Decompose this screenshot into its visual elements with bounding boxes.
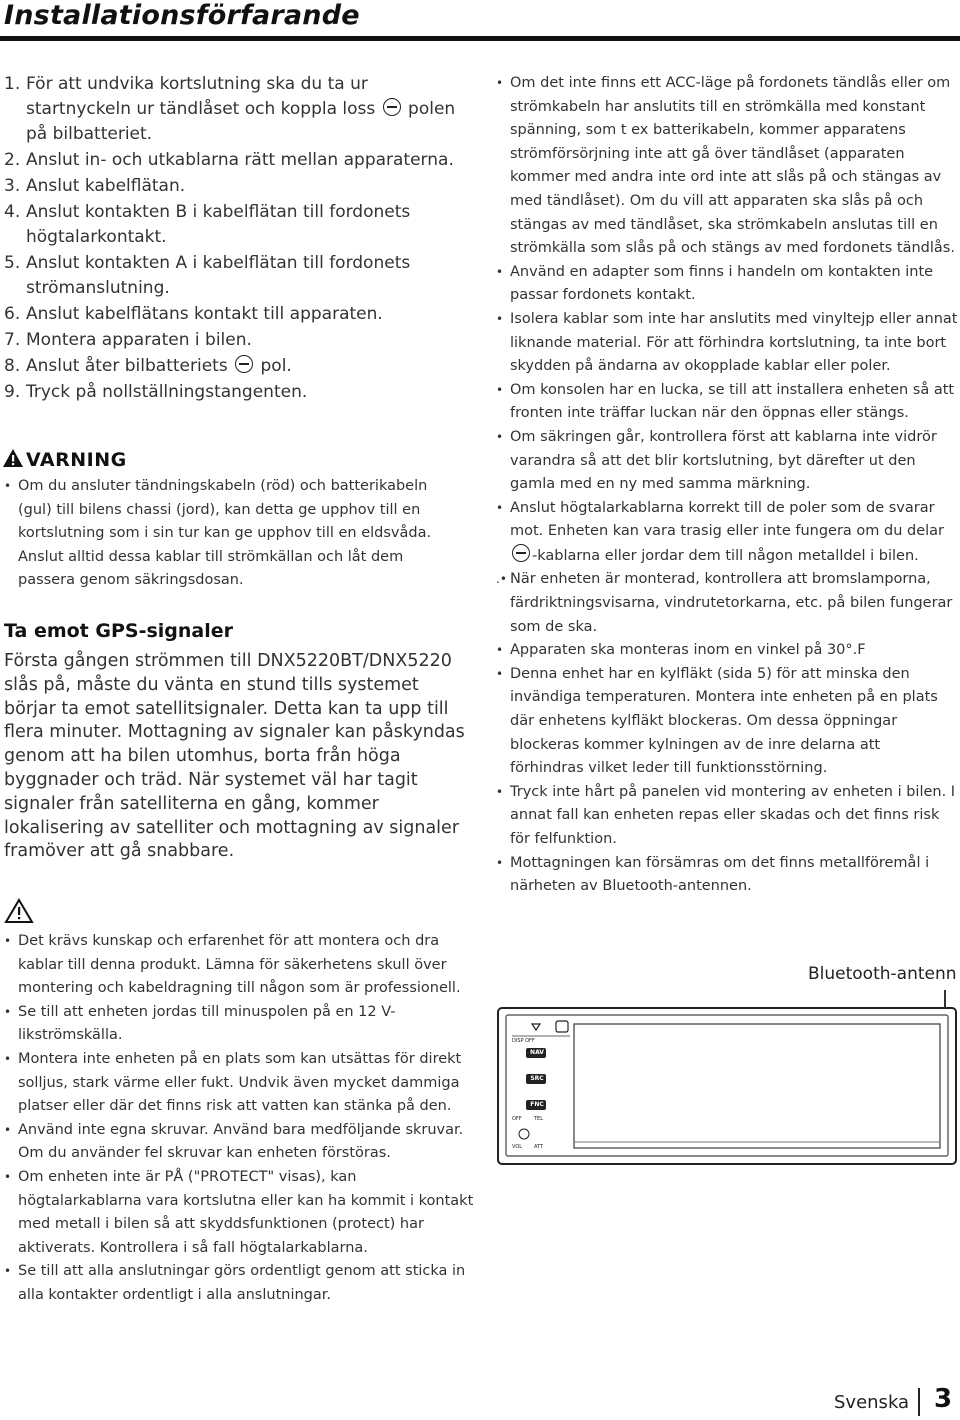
warning-triangle-icon — [2, 448, 24, 473]
list-item: • Använd en adapter som finns i handeln om kontakten inte passar fordonets kontakt. — [496, 263, 934, 304]
step-item: 2. Anslut in- och utkablarna rätt mellan apparaterna. — [4, 150, 454, 170]
title-rule — [0, 36, 960, 41]
list-item: • Det krävs kunskap och erfarenhet för att montera och dra kablar till denna produkt. Lämna för säkerhetens skull över montering och kabeldragning till någon som är professionell. — [4, 933, 461, 997]
footer-divider — [918, 1388, 920, 1416]
step-item: 6. Anslut kabelflätans kontakt till apparaten. — [4, 304, 383, 324]
list-item: • Om det inte finns ett ACC-läge på fordonets tändlås eller om strömkabeln har anslutits till en strömkälla med konstant spänning, som t ex batterikabeln, kommer apparatens strömförsörjning inte att gå över tändlåset (apparaten kommer med andra inte ord inte att slås på och stängas av med tändlåset). Om du vill att apparaten ska slås på och stängas av med tändlåset, ska strömkabeln anslutas till en strömkälla som slås på och stängs av med fordonets tändlås. — [496, 75, 955, 257]
installation-notes-list — [496, 72, 958, 899]
minus-icon — [512, 544, 530, 562]
footer-language: Svenska — [834, 1392, 910, 1413]
step-item: 8. Anslut åter bilbatteriets pol. — [4, 356, 292, 376]
src-button[interactable]: SRC — [530, 1075, 544, 1082]
list-item: • Om enheten inte är PÅ ("PROTECT" visas), kan högtalarkablarna vara kortslutna eller kan ha kommit i kontakt med metall i bilen så att skyddsfunktionen (protect) har aktiverats. Kontrollera i så fall högtalarkablarna. — [4, 1168, 474, 1256]
list-item: • Om konsolen har en lucka, se till att installera enheten så att fronten inte träffar luckan när den öppnas eller stängs. — [496, 381, 955, 422]
list-item: • Se till att enheten jordas till minuspolen på en 12 V-likströmskälla. — [4, 1003, 396, 1044]
page-number: 3 — [934, 1384, 953, 1414]
list-item: • Montera inte enheten på en plats som kan utsättas för direkt solljus, stark värme eller fukt. Undvik även mycket dammiga platser eller där det finns risk att vatten kan stänka på den. — [4, 1050, 462, 1115]
gps-heading: Ta emot GPS-signaler — [4, 620, 234, 642]
caution-triangle-icon — [4, 898, 34, 928]
page-title: Installationsförfarande — [4, 0, 360, 31]
step-item: 1. För att undvika kortslutning ska du ta ur startnyckeln ur tändlåset och koppla loss polen på bilbatteriet. — [4, 74, 456, 144]
gps-paragraph: Första gången strömmen till DNX5220BT/DNX5220 slås på, måste du vänta en stund tills systemet börjar ta emot satellitsignaler. Detta kan ta upp till flera minuter. Mottagning av signaler kan påskyndas genom att ha bilen utomhus, borta från höga byggnader och träd. När systemet väl har tagit signaler från satelliterna en gång, kommer lokalisering av satelliter och mottagning av signaler framöver att gå snabbare. — [4, 651, 465, 862]
warning-heading: VARNING — [2, 448, 127, 473]
bluetooth-antenna-label: Bluetooth-antenn — [808, 964, 957, 984]
caution-list — [4, 930, 474, 1308]
installation-steps — [4, 72, 474, 406]
nav-button[interactable]: NAV — [530, 1049, 544, 1056]
list-item: • Använd inte egna skruvar. Använd bara medföljande skruvar. Om du använder fel skruvar kan enheten förstöras. — [4, 1121, 464, 1162]
minus-icon — [383, 98, 401, 116]
list-item: • Tryck inte hårt på panelen vid montering av enheten i bilen. I annat fall kan enheten repas eller skadas och det finns risk för felfunktion. — [496, 783, 956, 847]
vol-label: VOL — [512, 1144, 523, 1150]
list-item: • Se till att alla anslutningar görs ordentligt genom att sticka in alla kontakter ordentligt i alla anslutningar. — [4, 1263, 466, 1303]
minus-icon — [235, 355, 253, 373]
att-label: ATT — [534, 1144, 544, 1150]
off-label: OFF — [512, 1116, 522, 1122]
list-item: • Mottagningen kan försämras om det finns metallföremål i närheten av Bluetooth-antennen. — [496, 854, 930, 895]
warning-list — [4, 475, 464, 593]
list-item: • Om säkringen går, kontrollera först att kablarna inte vidrör varandra så att det blir kortslutning, byt därefter ut den gamla med en ny med samma märkning. — [496, 428, 937, 493]
list-item: • Denna enhet har en kylfläkt (sida 5) för att minska den invändiga temperaturen. Montera inte enheten på en plats där enhetens kylfläkt blockeras. Om dessa öppningar blockeras kommer kylningen av de inre delarna att förhindras vilket leder till funktionsstörning. — [496, 665, 938, 777]
list-item: • Om du ansluter tändningskabeln (röd) och batterikabeln (gul) till bilens chassi (jord), kan detta ge upphov till en kortslutning som i sin tur kan ge upphov till en eldsvåda. Anslut alltid dessa kablar till strömkällan och låt dem passera genom säkringsdosan. — [4, 478, 432, 589]
list-item: • Apparaten ska monteras inom en vinkel på 30°.F — [496, 642, 866, 659]
step-item: 3. Anslut kabelflätan. — [4, 176, 186, 196]
disp-off-label: DISP OFF — [512, 1038, 535, 1044]
list-item: • Isolera kablar som inte har anslutits med vinyltejp eller annat liknande material. För att förhindra kortslutning, ta inte bort skydden på ändarna av okopplade kablar eller poler. — [496, 310, 958, 375]
step-item: 9. Tryck på nollställningstangenten. — [4, 382, 308, 402]
fnc-button[interactable]: FNC — [530, 1101, 544, 1108]
tel-label: TEL — [534, 1116, 543, 1122]
list-item: • Anslut högtalarkablarna korrekt till de poler som de svarar mot. Enheten kan vara trasig eller inte fungera om du delar -kablarna eller jordar dem till någon metalldel i bilen. — [496, 499, 945, 564]
step-item: 7. Montera apparaten i bilen. — [4, 330, 252, 350]
step-item: 4. Anslut kontakten B i kabelflätan till fordonets högtalarkontakt. — [4, 202, 411, 247]
step-item: 5. Anslut kontakten A i kabelflätan till fordonets strömanslutning. — [4, 253, 411, 298]
device-front-panel-illustration — [496, 1006, 958, 1170]
list-item: .• När enheten är monterad, kontrollera att bromslamporna, färdriktningsvisarna, vindrutetorkarna, etc. på bilen fungerar som de ska. — [496, 571, 953, 635]
